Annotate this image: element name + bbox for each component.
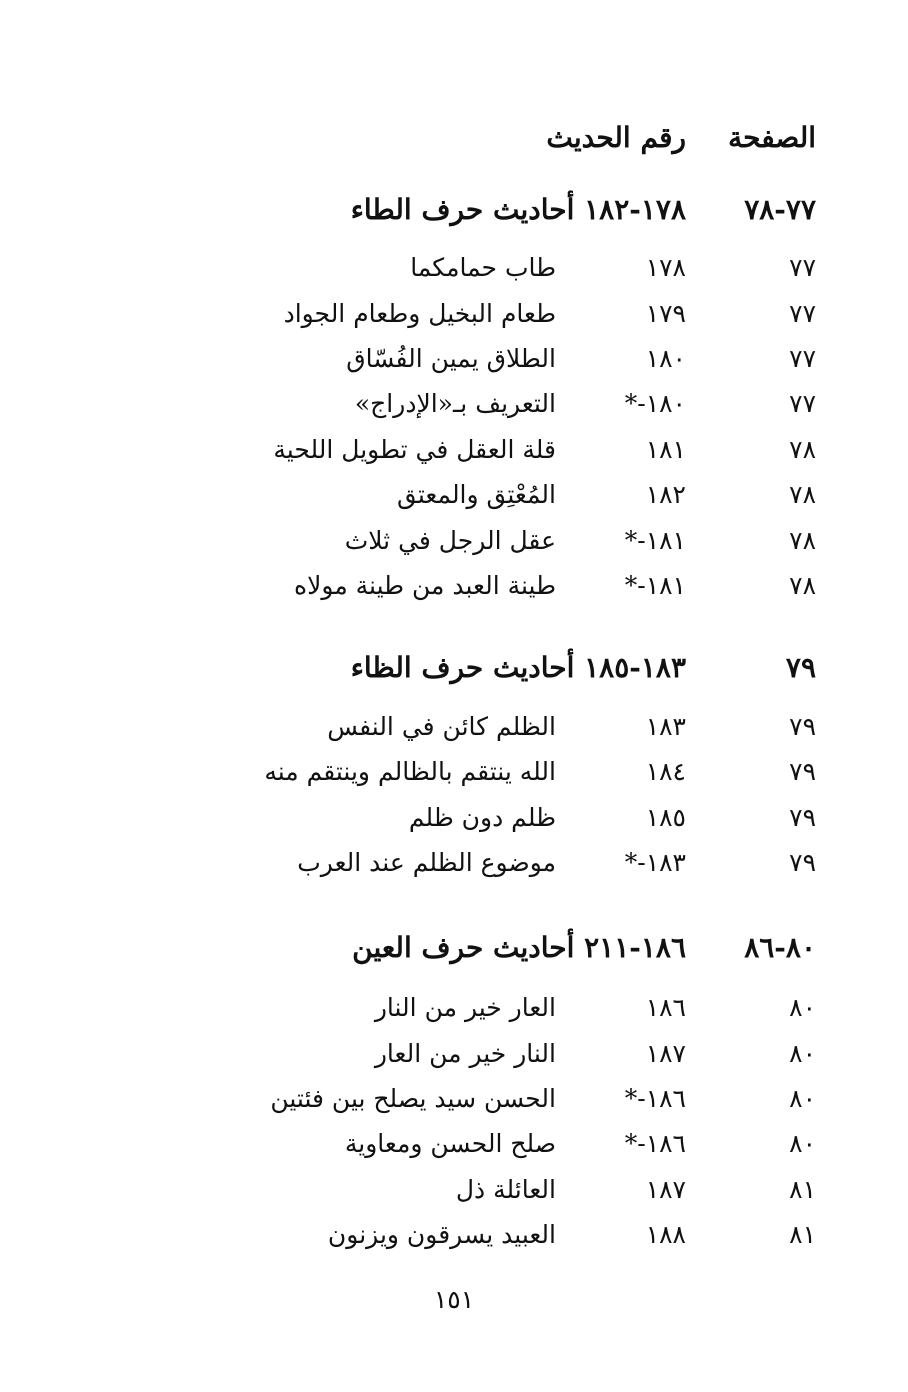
entry-page: ٧٧: [789, 253, 816, 282]
entry-page: ٨٠: [789, 1129, 816, 1158]
section-heading: [0, 928, 908, 968]
section-page-range: ٨٠-٨٦: [744, 931, 816, 964]
page-number-footer: [0, 1282, 908, 1318]
index-entry: [0, 843, 908, 883]
number-column-label: رقم الحديث: [546, 121, 686, 154]
index-entry: [0, 1124, 908, 1164]
entry-page: ٧٩: [789, 757, 816, 786]
index-entry: [0, 1034, 908, 1074]
column-header: [0, 118, 908, 158]
index-entry: [0, 1215, 908, 1255]
entry-number: ١٨٤: [645, 757, 686, 786]
page-column-label: الصفحة: [728, 121, 816, 154]
index-entry: [0, 294, 908, 334]
entry-number: ١٨٦: [645, 993, 686, 1022]
entry-number: ١٧٨: [645, 253, 686, 282]
index-entry: [0, 521, 908, 561]
entry-number: ١٨٥: [645, 803, 686, 832]
index-entry: [0, 475, 908, 515]
index-entry: [0, 988, 908, 1028]
section-title: ١٧٨-١٨٢ أحاديث حرف الطاء: [350, 193, 686, 226]
entry-number: ١٨٣: [645, 712, 686, 741]
entry-page: ٧٩: [789, 848, 816, 877]
index-entry: [0, 248, 908, 288]
entry-title: المُعْتِق والمعتق: [397, 480, 556, 509]
entry-page: ٧٨: [789, 480, 816, 509]
entry-page: ٨٠: [789, 1039, 816, 1068]
entry-page: ٧٨: [789, 435, 816, 464]
entry-page: ٧٩: [789, 712, 816, 741]
entry-title: الظلم كائن في النفس: [327, 712, 556, 741]
entry-number: ١٨٧: [645, 1039, 686, 1068]
entry-number: ١٨١-*: [624, 571, 686, 600]
entry-title: موضوع الظلم عند العرب: [297, 848, 556, 877]
index-entry: [0, 430, 908, 470]
entry-number: ١٨٨: [645, 1220, 686, 1249]
entry-number: ١٧٩: [645, 299, 686, 328]
entry-title: قلة العقل في تطويل اللحية: [273, 435, 556, 464]
entry-title: الله ينتقم بالظالم وينتقم منه: [264, 757, 556, 786]
index-entry: [0, 566, 908, 606]
page-number: ١٥١: [433, 1285, 475, 1314]
entry-page: ٨٠: [789, 993, 816, 1022]
entry-title: عقل الرجل في ثلاث: [344, 526, 556, 555]
entry-title: التعريف بـ«الإدراج»: [354, 389, 556, 418]
entry-title: العبيد يسرقون ويزنون: [327, 1220, 556, 1249]
entry-title: طاب حمامكما: [410, 253, 556, 282]
entry-number: ١٨٠-*: [624, 389, 686, 418]
entry-page: ٧٧: [789, 299, 816, 328]
entry-title: العائلة ذل: [455, 1175, 556, 1204]
entry-number: ١٨٢: [645, 480, 686, 509]
entry-page: ٨٠: [789, 1084, 816, 1113]
entry-page: ٨١: [789, 1175, 816, 1204]
entry-number: ١٨٣-*: [624, 848, 686, 877]
entry-page: ٧٧: [789, 344, 816, 373]
entry-number: ١٨٠: [645, 344, 686, 373]
entry-title: الطلاق يمين الفُسّاق: [346, 344, 556, 373]
index-entry: [0, 1079, 908, 1119]
entry-page: ٧٨: [789, 571, 816, 600]
section-heading: [0, 648, 908, 688]
section-heading: [0, 190, 908, 230]
entry-title: الحسن سيد يصلح بين فئتين: [270, 1084, 556, 1113]
entry-number: ١٨١-*: [624, 526, 686, 555]
section-page-range: ٧٧-٧٨: [744, 193, 816, 226]
entry-number: ١٨٧: [645, 1175, 686, 1204]
entry-title: صلح الحسن ومعاوية: [344, 1129, 556, 1158]
index-entry: [0, 1170, 908, 1210]
entry-number: ١٨٦-*: [624, 1129, 686, 1158]
index-entry: [0, 384, 908, 424]
section-page-range: ٧٩: [785, 651, 816, 684]
entry-number: ١٨٦-*: [624, 1084, 686, 1113]
section-title: ١٨٦-٢١١ أحاديث حرف العين: [352, 931, 686, 964]
entry-page: ٧٨: [789, 526, 816, 555]
entry-page: ٧٧: [789, 389, 816, 418]
entry-page: ٧٩: [789, 803, 816, 832]
index-entry: [0, 752, 908, 792]
entry-title: طعام البخيل وطعام الجواد: [283, 299, 556, 328]
entry-title: ظلم دون ظلم: [408, 803, 556, 832]
index-entry: [0, 339, 908, 379]
entry-page: ٨١: [789, 1220, 816, 1249]
entry-title: طينة العبد من طينة مولاه: [294, 571, 556, 600]
index-entry: [0, 707, 908, 747]
entry-title: النار خير من العار: [374, 1039, 556, 1068]
entry-title: العار خير من النار: [374, 993, 556, 1022]
entry-number: ١٨١: [645, 435, 686, 464]
index-entry: [0, 798, 908, 838]
section-title: ١٨٣-١٨٥ أحاديث حرف الظاء: [350, 651, 686, 684]
